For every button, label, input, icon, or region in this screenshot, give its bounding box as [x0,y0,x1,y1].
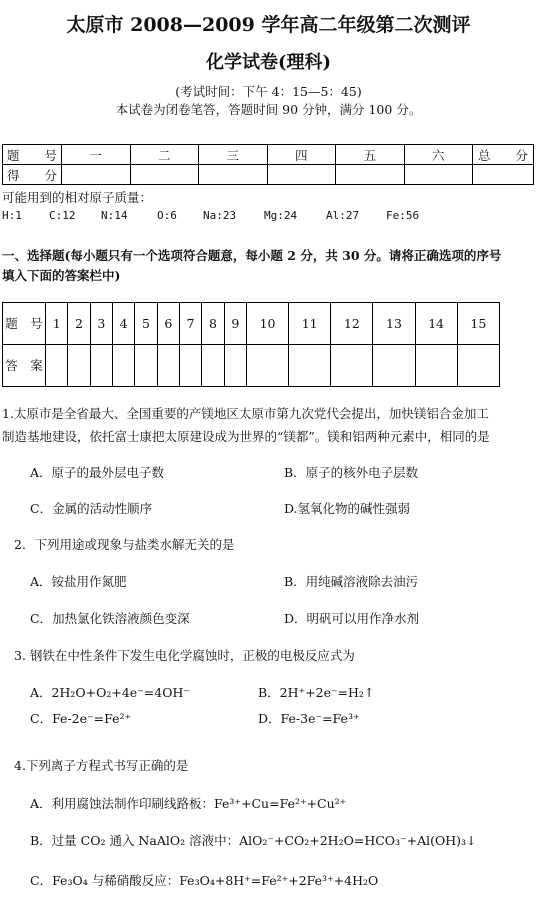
score-table-cell: 五 [336,145,405,165]
answer-table-number: 4 [112,303,134,345]
answer-input-cell[interactable] [202,345,224,387]
exam-instructions: 本试卷为闭卷笔答，答题时间 90 分钟，满分 100 分。 [115,102,422,117]
answer-input-cell[interactable] [331,345,373,387]
atomic-mass-mg: Mg:24 [264,209,298,222]
answer-input-cell[interactable] [415,345,457,387]
answer-table-number: 15 [457,303,499,345]
question-1-stem: 1.太原市是全省最大、全国重要的产镁地区太原市第九次党代会提出，加快镁铝合金加工 [2,406,489,421]
answer-table-number: 2 [68,303,90,345]
question-3-stem: 3. 钢铁在中性条件下发生电化学腐蚀时，正极的电极反应式为 [14,648,355,663]
question-2-option-c[interactable]: C．加热氯化铁溶液颜色变深 [30,611,190,626]
score-input-cell[interactable] [404,165,473,185]
question-2-option-a[interactable]: A．铵盐用作氮肥 [30,574,127,589]
answer-input-cell[interactable] [112,345,134,387]
atomic-mass-fe: Fe:56 [386,209,420,222]
question-3-option-d[interactable]: D．Fe-3e⁻=Fe³⁺ [258,711,360,726]
score-input-cell[interactable] [267,165,336,185]
answer-table-number: 5 [135,303,157,345]
score-row-label: 得 分 [3,165,62,185]
answer-input-cell[interactable] [246,345,288,387]
question-2-option-b[interactable]: B．用纯碱溶液除去油污 [284,574,419,589]
answer-input-cell[interactable] [46,345,68,387]
score-table-cell: 总 分 [473,145,534,165]
question-4-option-a[interactable]: A．利用腐蚀法制作印刷线路板：Fe³⁺+Cu=Fe²⁺+Cu²⁺ [30,796,347,811]
score-table-cell: 题 号 [3,145,62,165]
answer-table-number: 10 [246,303,288,345]
answer-input-cell[interactable] [68,345,90,387]
answer-table-number: 11 [289,303,331,345]
score-input-cell[interactable] [473,165,534,185]
answer-table-number: 12 [331,303,373,345]
atomic-mass-n: N:14 [101,209,128,222]
question-4-stem: 4.下列离子方程式书写正确的是 [14,758,189,773]
question-1-option-b[interactable]: B．原子的核外电子层数 [284,465,419,480]
question-1-stem-line2: 制造基地建设，依托富士康把太原建设成为世界的“镁都”。镁和铝两种元素中，相同的是 [2,429,490,444]
score-table-cell: 三 [199,145,268,165]
answer-table-a-label: 答 案 [3,345,46,387]
answer-input-cell[interactable] [289,345,331,387]
answer-input-cell[interactable] [224,345,246,387]
answer-input-cell[interactable] [90,345,112,387]
answer-table-number: 13 [373,303,415,345]
atomic-mass-al: Al:27 [326,209,360,222]
score-table-cell: 二 [130,145,199,165]
answer-input-cell[interactable] [457,345,499,387]
section1-heading: 一、选择题(每小题只有一个选项符合题意，每小题 2 分，共 30 分。请将正确选项的序号 [2,248,502,263]
atomic-mass-h: H:1 [2,209,22,222]
answer-table-number: 8 [202,303,224,345]
question-1-option-a[interactable]: A．原子的最外层电子数 [30,465,165,480]
atomic-mass-o: O:6 [157,209,177,222]
score-table-cell: 四 [267,145,336,165]
score-table-cell: 一 [62,145,131,165]
score-input-cell[interactable] [62,165,131,185]
question-2-option-d[interactable]: D．明矾可以用作净水剂 [284,611,420,626]
answer-table-number: 1 [46,303,68,345]
answer-table-number: 9 [224,303,246,345]
answer-input-cell[interactable] [373,345,415,387]
score-input-cell[interactable] [130,165,199,185]
section1-heading-line2: 填入下面的答案栏中) [2,268,121,283]
question-3-option-b[interactable]: B．2H⁺+2e⁻=H₂↑ [258,685,375,700]
question-1-option-c[interactable]: C．金属的活动性顺序 [30,501,153,516]
answer-table-number: 6 [157,303,179,345]
exam-title: 太原市 2008—2009 学年高二年级第二次测评 [66,14,471,36]
question-4-option-b[interactable]: B．过量 CO₂ 通入 NaAlO₂ 溶液中：AlO₂⁻+CO₂+2H₂O=HCO₃⁻+Al(OH)₃↓ [30,833,477,848]
score-input-cell[interactable] [336,165,405,185]
answer-input-cell[interactable] [135,345,157,387]
answer-input-cell[interactable] [179,345,201,387]
answer-table-q-label: 题 号 [3,303,46,345]
answer-table-number: 3 [90,303,112,345]
question-2-stem: 2．下列用途或现象与盐类水解无关的是 [14,537,235,552]
score-input-cell[interactable] [199,165,268,185]
exam-time: (考试时间：下午 4：15—5：45) [175,84,362,99]
question-4-option-c[interactable]: C．Fe₃O₄ 与稀硝酸反应：Fe₃O₄+8H⁺=Fe²⁺+2Fe³⁺+4H₂O [30,873,379,888]
answer-table-number: 7 [179,303,201,345]
atomic-mass-label: 可能用到的相对原子质量： [2,190,153,205]
atomic-mass-c: C:12 [49,209,76,222]
question-1-option-d[interactable]: D.氢氧化物的碱性强弱 [284,501,411,516]
atomic-mass-na: Na:23 [203,209,237,222]
answer-table-number: 14 [415,303,457,345]
question-3-option-c[interactable]: C．Fe-2e⁻=Fe²⁺ [30,711,132,726]
answer-input-cell[interactable] [157,345,179,387]
answer-table [2,302,500,387]
score-table [2,144,534,185]
score-table-cell: 六 [404,145,473,165]
exam-subtitle: 化学试卷(理科) [205,52,332,73]
question-3-option-a[interactable]: A．2H₂O+O₂+4e⁻=4OH⁻ [30,685,190,700]
